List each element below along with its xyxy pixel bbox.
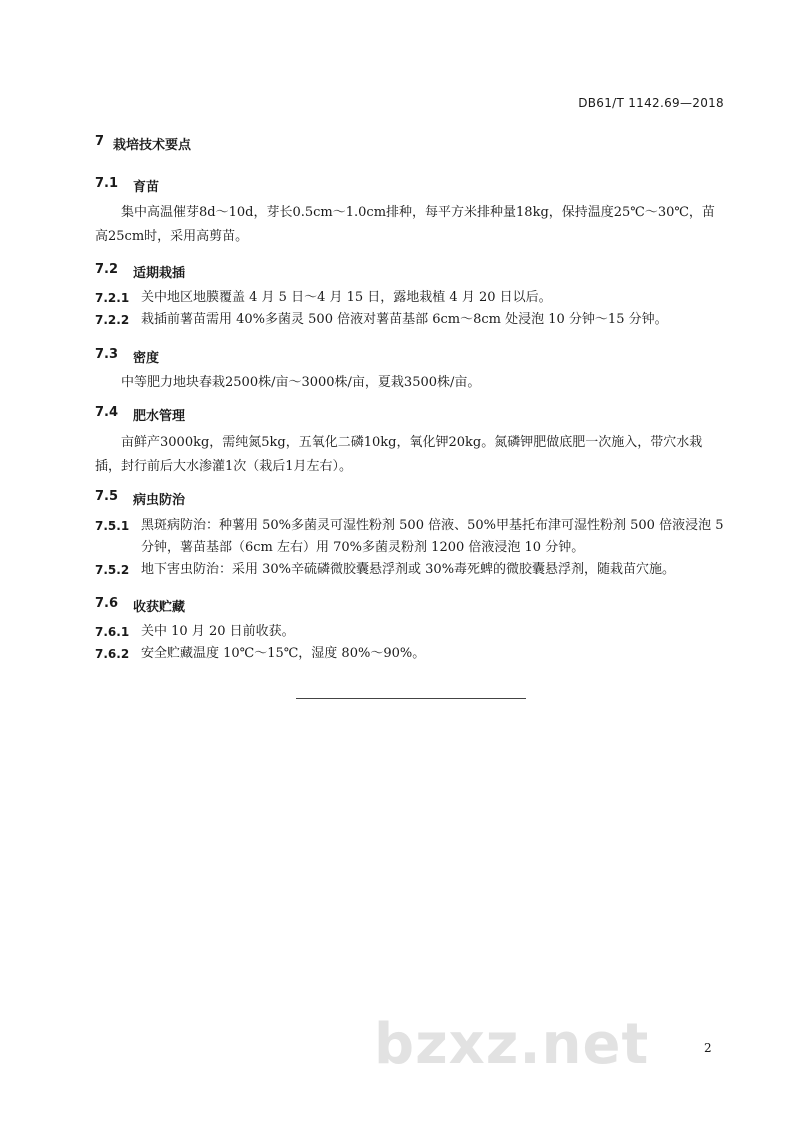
clause-text: 地下害虫防治：采用 30%辛硫磷微胶囊悬浮剂或 30%毒死蜱的微胶囊悬浮剂，随栽苗穴施。 <box>141 562 676 577</box>
section-title: 适期栽插 <box>133 266 186 281</box>
section-7-4-paragraph: 亩鲜产3000kg，需纯氮5kg，五氧化二磷10kg，氧化钾20kg。氮磷钾肥做底肥一次施入，带穴水栽插，封行前后大水渗灌1次（栽后1月左右）。 <box>95 435 703 474</box>
clause-number: 7.6.1 <box>95 625 130 639</box>
clause-number: 7.5.1 <box>95 519 130 533</box>
section-title: 收获贮藏 <box>133 600 186 615</box>
section-7-1-paragraph: 集中高温催芽8d～10d，芽长0.5cm～1.0cm排种，每平方米排种量18kg，保持温度25℃～30℃，苗高25cm时，采用高剪苗。 <box>95 205 715 244</box>
page-number: 2 <box>704 1041 712 1055</box>
clause-number: 7.6.2 <box>95 647 130 661</box>
section-title: 栽培技术要点 <box>113 138 192 153</box>
section-title: 肥水管理 <box>133 409 186 424</box>
clause-text: 栽插前薯苗需用 40%多菌灵 500 倍液对薯苗基部 6cm～8cm 处浸泡 10 分钟～15 分钟。 <box>141 312 668 327</box>
clause-text: 关中地区地膜覆盖 4 月 5 日～4 月 15 日，露地栽植 4 月 20 日以后。 <box>141 290 552 305</box>
section-heading-7-5 <box>95 489 185 508</box>
section-heading-7-3 <box>95 347 159 366</box>
clause-7-2-2 <box>95 309 725 331</box>
section-title: 病虫防治 <box>133 493 186 508</box>
section-number: 7.5 <box>95 489 119 504</box>
section-7-3-paragraph: 中等肥力地块春栽2500株/亩～3000株/亩，夏栽3500株/亩。 <box>121 375 481 390</box>
section-number: 7.2 <box>95 262 119 277</box>
clause-number: 7.2.1 <box>95 291 130 305</box>
clause-number: 7.2.2 <box>95 313 130 327</box>
section-heading-7-6 <box>95 596 185 615</box>
clause-text: 关中 10 月 20 日前收获。 <box>141 624 295 639</box>
section-heading-7 <box>95 134 191 153</box>
clause-7-5-1 <box>95 515 725 559</box>
section-number: 7.3 <box>95 347 119 362</box>
section-number: 7.6 <box>95 596 119 611</box>
section-heading-7-2 <box>95 262 185 281</box>
section-heading-7-4 <box>95 405 185 424</box>
watermark: bzxz.net <box>374 1012 650 1077</box>
clause-7-2-1 <box>95 287 725 309</box>
clause-7-5-2 <box>95 559 725 581</box>
section-title: 密度 <box>133 351 160 366</box>
clause-text: 安全贮藏温度 10℃～15℃，湿度 80%～90%。 <box>141 646 426 661</box>
end-of-standard-line <box>296 698 526 699</box>
standard-code: DB61/T 1142.69—2018 <box>578 96 724 110</box>
section-number: 7 <box>95 134 105 149</box>
clause-number: 7.5.2 <box>95 563 130 577</box>
clause-text: 黑斑病防治：种薯用 50%多菌灵可湿性粉剂 500 倍液、50%甲基托布津可湿性粉剂 500 倍液浸泡 5 分钟，薯苗基部（6cm 左右）用 70%多菌灵粉剂 1200 倍液浸泡 10 分钟。 <box>141 518 724 555</box>
section-number: 7.4 <box>95 405 119 420</box>
section-number: 7.1 <box>95 176 119 191</box>
section-heading-7-1 <box>95 176 159 195</box>
section-title: 育苗 <box>133 180 160 195</box>
clause-7-6-1 <box>95 621 725 643</box>
clause-7-6-2 <box>95 643 725 665</box>
